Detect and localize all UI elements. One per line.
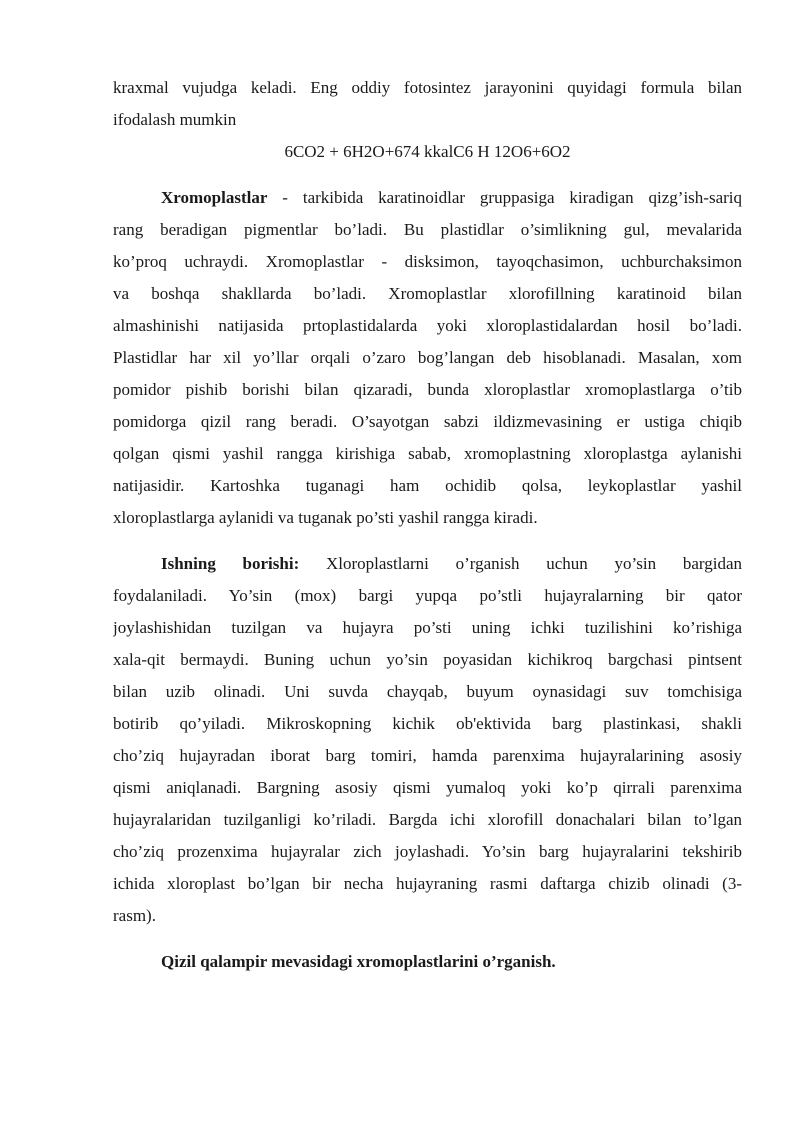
xromoplast-line: almashinishi natijasida prtoplastidalarda yoki xloroplastidalardan hosil bo’ladi. [113,316,742,335]
xromoplast-first-line-text: - tarkibida karatinoidlar gruppasiga kiradigan qizg’ish-sariq [267,188,742,207]
procedure-line: xala-qit bermaydi. Buning uchun yo’sin poyasidan kichikroq bargchasi pintsent [113,650,742,669]
xromoplast-line: pomidorga qizil rang beradi. O’sayotgan sabzi ildizmevasining er ustiga chiqib [113,412,742,431]
procedure-last-line: rasm). [113,906,156,925]
xromoplast-term: Xromoplastlar [161,188,268,207]
xromoplast-line: Plastidlar har xil yo’llar orqali o’zaro bog’langan deb hisoblanadi. Masalan, xom [113,348,742,367]
procedure-line: cho’ziq hujayradan iborat barg tomiri, hamda parenxima hujayralarining asosiy [113,746,742,765]
photosynthesis-formula: 6CO2 + 6H2O+674 kkalC6 H 12O6+6O2 [284,142,571,161]
xromoplast-line: rang beradigan pigmentlar bo’ladi. Bu plastidlar o’simlikning gul, mevalarida [113,220,742,239]
procedure-line: botirib qo’yiladi. Mikroskopning kichik ob'ektivida barg plastinkasi, shakli [113,714,742,733]
document-page [113,72,742,978]
xromoplast-line: natijasidir. Kartoshka tuganagi ham ochidib qolsa, leykoplastlar yashil [113,476,742,495]
procedure-first-line-text: Xloroplastlarni o’rganish uchun yo’sin bargidan [299,554,742,573]
procedure-term: Ishning borishi: [161,554,300,573]
intro-line-2: ifodalash mumkin [113,110,237,129]
procedure-line: cho’ziq prozenxima hujayralar zich joylashadi. Yo’sin barg hujayralarini tekshirib [113,842,742,861]
procedure-line: qismi aniqlanadi. Bargning asosiy qismi yumaloq yoki ko’p qirrali parenxima [113,778,742,797]
xromoplast-paragraph-first-line [113,182,742,214]
procedure-line: hujayralaridan tuzilganligi ko’riladi. Bargda ichi xlorofill donachalari bilan to’lgan [113,810,742,829]
procedure-line: joylashishidan tuzilgan va hujayra po’sti uning ichki tuzilishini ko’rishiga [113,618,742,637]
procedure-line: bilan uzib olinadi. Uni suvda chayqab, buyum oynasidagi suv tomchisiga [113,682,742,701]
xromoplast-line: ko’proq uchraydi. Xromoplastlar - disksimon, tayoqchasimon, uchburchaksimon [113,252,742,271]
xromoplast-last-line: xloroplastlarga aylanidi va tuganak po’sti yashil rangga kiradi. [113,508,538,527]
section-heading: Qizil qalampir mevasidagi xromoplastlarini o’rganish. [161,952,556,971]
procedure-line: ichida xloroplast bo’lgan bir necha hujayraning rasmi daftarga chizib olinadi (3- [113,874,742,893]
xromoplast-line: pomidor pishib borishi bilan qizaradi, bunda xloroplastlar xromoplastlarga o’tib [113,380,742,399]
procedure-paragraph-first-line [113,548,742,580]
intro-line-1: kraxmal vujudga keladi. Eng oddiy fotosintez jarayonini quyidagi formula bilan [113,78,742,97]
xromoplast-line: va boshqa shakllarda bo’ladi. Xromoplastlar xlorofillning karatinoid bilan [113,284,742,303]
procedure-line: foydalaniladi. Yo’sin (mox) bargi yupqa po’stli hujayralarning bir qator [113,586,742,605]
xromoplast-line: qolgan qismi yashil rangga kirishiga sabab, xromoplastning xloroplastga aylanishi [113,444,742,463]
